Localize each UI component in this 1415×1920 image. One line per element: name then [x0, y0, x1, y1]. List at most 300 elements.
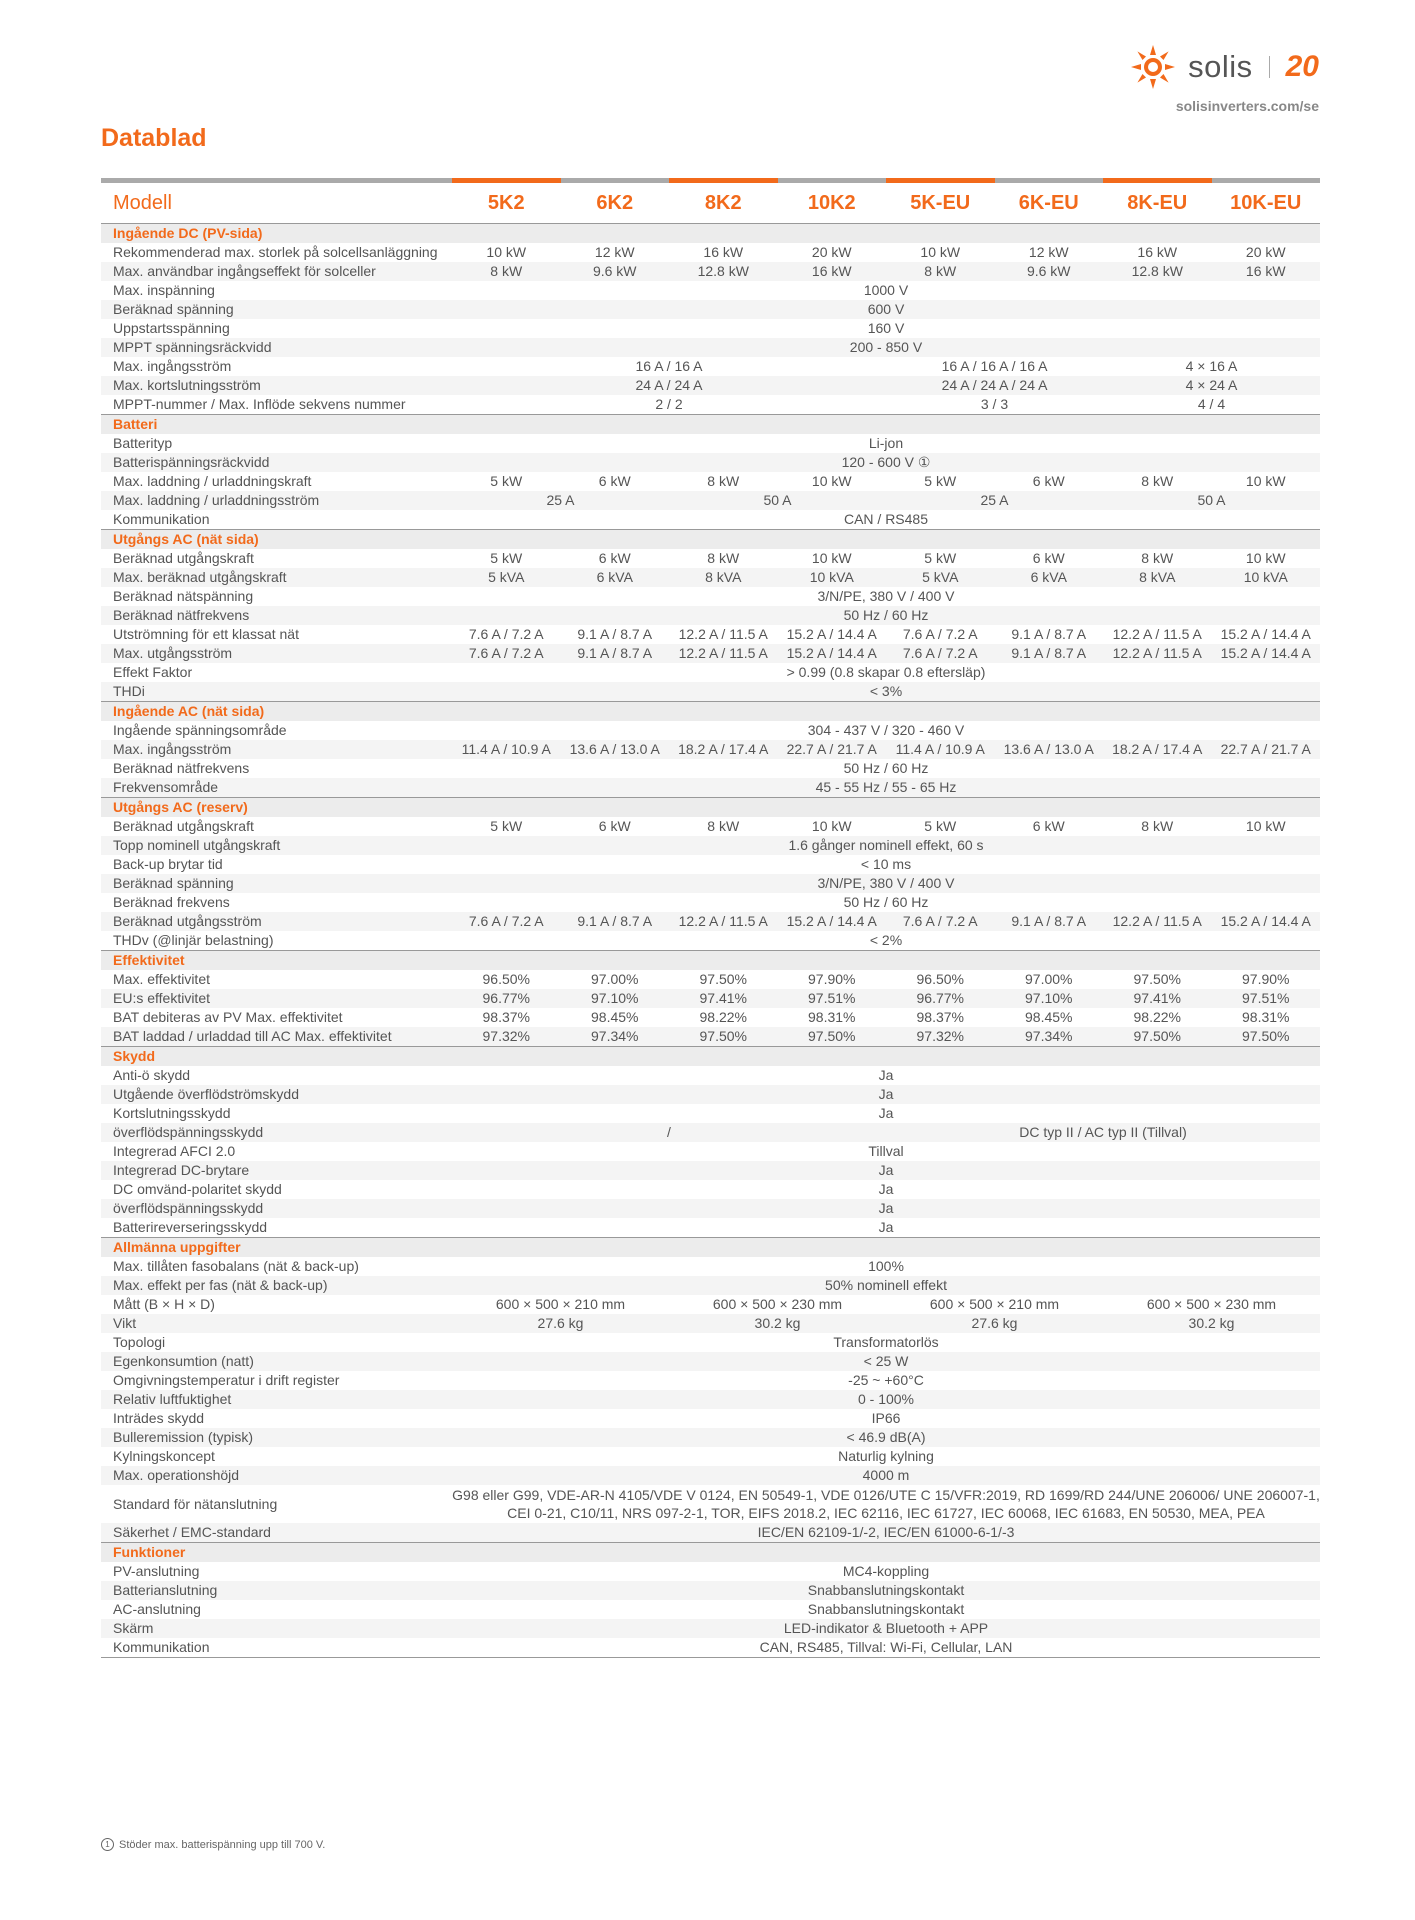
- row-label: Batterianslutning: [101, 1581, 452, 1600]
- table-cell: 9.1 A / 8.7 A: [995, 644, 1104, 663]
- table-row: [101, 1085, 1320, 1104]
- table-cell: 7.6 A / 7.2 A: [452, 625, 561, 644]
- table-row: [101, 1428, 1320, 1447]
- table-cell: 12.2 A / 11.5 A: [669, 644, 778, 663]
- table-cell: 97.34%: [995, 1027, 1104, 1047]
- table-cell: 6 kW: [995, 549, 1104, 568]
- table-cell: 6 kW: [995, 817, 1104, 836]
- table-cell: 3/N/PE, 380 V / 400 V: [452, 874, 1320, 893]
- table-row: [101, 1180, 1320, 1199]
- table-cell: DC typ II / AC typ II (Tillval): [886, 1123, 1320, 1142]
- row-label: THDv (@linjär belastning): [101, 931, 452, 951]
- row-label: Kylningskoncept: [101, 1447, 452, 1466]
- table-row: [101, 491, 1320, 510]
- table-row: [101, 338, 1320, 357]
- table-cell: 8 kW: [669, 549, 778, 568]
- table-cell: 13.6 A / 13.0 A: [561, 740, 670, 759]
- table-row: [101, 1352, 1320, 1371]
- table-cell: 5 kW: [452, 817, 561, 836]
- header-row: [101, 181, 1320, 224]
- page-title: Datablad: [101, 124, 207, 152]
- spec-table: [101, 178, 1320, 1658]
- table-cell: 10 kW: [1212, 472, 1321, 491]
- table-row: [101, 663, 1320, 682]
- table-cell: < 10 ms: [452, 855, 1320, 874]
- table-cell: 12.8 kW: [669, 262, 778, 281]
- row-label: Beräknad utgångsström: [101, 912, 452, 931]
- section-header-row: [101, 530, 1320, 550]
- table-cell: 50 A: [1103, 491, 1320, 510]
- table-cell: Ja: [452, 1161, 1320, 1180]
- table-cell: 10 kW: [1212, 817, 1321, 836]
- table-cell: 304 - 437 V / 320 - 460 V: [452, 721, 1320, 740]
- table-cell: 10 kVA: [778, 568, 887, 587]
- table-row: [101, 682, 1320, 702]
- table-cell: 11.4 A / 10.9 A: [452, 740, 561, 759]
- row-label: Säkerhet / EMC-standard: [101, 1523, 452, 1543]
- table-cell: Ja: [452, 1085, 1320, 1104]
- table-cell: 16 kW: [669, 243, 778, 262]
- row-label: Beräknad spänning: [101, 300, 452, 319]
- section-header-row: [101, 951, 1320, 971]
- table-cell: 15.2 A / 14.4 A: [778, 912, 887, 931]
- table-row: [101, 625, 1320, 644]
- footnote-text: Stöder max. batterispänning upp till 700 V.: [119, 1838, 326, 1851]
- row-label: Beräknad utgångskraft: [101, 549, 452, 568]
- table-cell: 12.2 A / 11.5 A: [1103, 644, 1212, 663]
- row-label: Skärm: [101, 1619, 452, 1638]
- table-cell: 98.45%: [995, 1008, 1104, 1027]
- table-cell: < 3%: [452, 682, 1320, 702]
- table-cell: 96.77%: [452, 989, 561, 1008]
- table-cell: 96.50%: [886, 970, 995, 989]
- table-row: [101, 1371, 1320, 1390]
- table-row: [101, 759, 1320, 778]
- table-cell: 16 A / 16 A: [452, 357, 886, 376]
- table-cell: 16 kW: [778, 262, 887, 281]
- table-cell: 5 kW: [886, 472, 995, 491]
- table-cell: 98.37%: [452, 1008, 561, 1027]
- table-cell: 9.1 A / 8.7 A: [561, 644, 670, 663]
- model-header: 8K-EU: [1103, 181, 1212, 224]
- table-cell: 10 kW: [886, 243, 995, 262]
- table-row: [101, 1485, 1320, 1523]
- row-label: BAT laddad / urladdad till AC Max. effektivitet: [101, 1027, 452, 1047]
- table-cell: 6 kW: [561, 817, 670, 836]
- table-row: [101, 912, 1320, 931]
- table-row: [101, 1523, 1320, 1543]
- table-cell: 15.2 A / 14.4 A: [778, 625, 887, 644]
- table-cell: 9.1 A / 8.7 A: [995, 625, 1104, 644]
- table-cell: 97.10%: [561, 989, 670, 1008]
- table-cell: 97.41%: [1103, 989, 1212, 1008]
- row-label: Ingående spänningsområde: [101, 721, 452, 740]
- table-row: [101, 1466, 1320, 1485]
- table-cell: Ja: [452, 1218, 1320, 1238]
- table-cell: 97.50%: [1103, 970, 1212, 989]
- table-row: [101, 510, 1320, 530]
- table-cell: 7.6 A / 7.2 A: [886, 912, 995, 931]
- table-row: [101, 970, 1320, 989]
- row-label: Kommunikation: [101, 1638, 452, 1658]
- row-label: Max. inspänning: [101, 281, 452, 300]
- table-cell: 50% nominell effekt: [452, 1276, 1320, 1295]
- section-header-row: [101, 1543, 1320, 1563]
- table-cell: 7.6 A / 7.2 A: [452, 644, 561, 663]
- model-header: 6K-EU: [995, 181, 1104, 224]
- row-label: Beräknad nätfrekvens: [101, 606, 452, 625]
- table-row: [101, 855, 1320, 874]
- row-label: Kortslutningsskydd: [101, 1104, 452, 1123]
- table-row: [101, 1104, 1320, 1123]
- row-label: Max. laddning / urladdningsström: [101, 491, 452, 510]
- table-cell: 2 / 2: [452, 395, 886, 415]
- table-row: [101, 376, 1320, 395]
- table-cell: 3 / 3: [886, 395, 1103, 415]
- table-cell: 4 × 16 A: [1103, 357, 1320, 376]
- solis-logo: [1130, 44, 1319, 90]
- table-row: [101, 300, 1320, 319]
- row-label: Frekvensområde: [101, 778, 452, 798]
- table-cell: 25 A: [452, 491, 669, 510]
- section-title: Ingående DC (PV-sida): [101, 224, 1320, 244]
- row-label: Standard för nätanslutning: [101, 1485, 452, 1523]
- row-label: Kommunikation: [101, 510, 452, 530]
- table-row: [101, 893, 1320, 912]
- table-row: [101, 1600, 1320, 1619]
- row-label: Beräknad nätspänning: [101, 587, 452, 606]
- table-cell: 600 × 500 × 230 mm: [1103, 1295, 1320, 1314]
- table-cell: 12 kW: [561, 243, 670, 262]
- row-label: PV-anslutning: [101, 1562, 452, 1581]
- table-cell: 97.50%: [669, 1027, 778, 1047]
- table-cell: 22.7 A / 21.7 A: [1212, 740, 1321, 759]
- table-cell: 9.6 kW: [995, 262, 1104, 281]
- table-row: [101, 1638, 1320, 1658]
- table-cell: -25 ~ +60°C: [452, 1371, 1320, 1390]
- table-cell: 6 kW: [995, 472, 1104, 491]
- table-cell: 0 - 100%: [452, 1390, 1320, 1409]
- section-header-row: [101, 1238, 1320, 1258]
- table-cell: Transformatorlös: [452, 1333, 1320, 1352]
- table-cell: 15.2 A / 14.4 A: [1212, 912, 1321, 931]
- table-cell: 97.00%: [995, 970, 1104, 989]
- table-row: [101, 453, 1320, 472]
- row-label: Rekommenderad max. storlek på solcellsanläggning: [101, 243, 452, 262]
- table-cell: 12.2 A / 11.5 A: [669, 625, 778, 644]
- table-cell: 11.4 A / 10.9 A: [886, 740, 995, 759]
- row-label: Utgående överflödströmskydd: [101, 1085, 452, 1104]
- section-title: Ingående AC (nät sida): [101, 702, 1320, 722]
- table-cell: 10 kVA: [1212, 568, 1321, 587]
- table-cell: 50 Hz / 60 Hz: [452, 606, 1320, 625]
- table-cell: 8 kVA: [1103, 568, 1212, 587]
- table-cell: 12.2 A / 11.5 A: [1103, 625, 1212, 644]
- table-row: [101, 1447, 1320, 1466]
- section-header-row: [101, 798, 1320, 818]
- row-label: Batterispänningsräckvidd: [101, 453, 452, 472]
- footnote: [101, 1838, 325, 1851]
- table-cell: 15.2 A / 14.4 A: [1212, 644, 1321, 663]
- table-cell: 3/N/PE, 380 V / 400 V: [452, 587, 1320, 606]
- row-label: Back-up brytar tid: [101, 855, 452, 874]
- table-cell: 98.31%: [778, 1008, 887, 1027]
- table-cell: 10 kW: [778, 472, 887, 491]
- table-cell: 600 V: [452, 300, 1320, 319]
- table-cell: 27.6 kg: [886, 1314, 1103, 1333]
- table-cell: 16 A / 16 A / 16 A: [886, 357, 1103, 376]
- table-cell: 20 kW: [1212, 243, 1321, 262]
- table-cell: 4000 m: [452, 1466, 1320, 1485]
- row-label: Vikt: [101, 1314, 452, 1333]
- row-label: Beräknad frekvens: [101, 893, 452, 912]
- table-cell: 8 kVA: [669, 568, 778, 587]
- row-label: Integrerad DC-brytare: [101, 1161, 452, 1180]
- table-row: [101, 874, 1320, 893]
- sun-icon: [1130, 44, 1176, 90]
- anniversary-badge: 20: [1285, 50, 1319, 83]
- row-label: Inträdes skydd: [101, 1409, 452, 1428]
- model-header: 5K2: [452, 181, 561, 224]
- row-label: EU:s effektivitet: [101, 989, 452, 1008]
- table-row: [101, 319, 1320, 338]
- table-row: [101, 1257, 1320, 1276]
- table-cell: CAN, RS485, Tillval: Wi-Fi, Cellular, LAN: [452, 1638, 1320, 1658]
- row-label: MPPT-nummer / Max. Inflöde sekvens nummer: [101, 395, 452, 415]
- row-label: Max. ingångsström: [101, 740, 452, 759]
- footnote-mark: 1: [101, 1838, 114, 1851]
- table-row: [101, 1008, 1320, 1027]
- table-row: [101, 1161, 1320, 1180]
- table-cell: 12.2 A / 11.5 A: [1103, 912, 1212, 931]
- table-cell: 10 kW: [452, 243, 561, 262]
- row-label: Max. tillåten fasobalans (nät & back-up): [101, 1257, 452, 1276]
- table-row: [101, 1199, 1320, 1218]
- table-cell: Ja: [452, 1066, 1320, 1085]
- row-label: Mått (B × H × D): [101, 1295, 452, 1314]
- table-row: [101, 931, 1320, 951]
- row-label: Topologi: [101, 1333, 452, 1352]
- table-cell: Li-jon: [452, 434, 1320, 453]
- table-cell: 5 kW: [886, 549, 995, 568]
- table-cell: 98.22%: [669, 1008, 778, 1027]
- section-header-row: [101, 224, 1320, 244]
- row-label: Utströmning för ett klassat nät: [101, 625, 452, 644]
- table-row: [101, 740, 1320, 759]
- section-title: Utgångs AC (nät sida): [101, 530, 1320, 550]
- row-label: Max. kortslutningsström: [101, 376, 452, 395]
- row-label: överflödspänningsskydd: [101, 1199, 452, 1218]
- model-header: 10K-EU: [1212, 181, 1321, 224]
- row-label: Batterityp: [101, 434, 452, 453]
- row-label: Max. ingångsström: [101, 357, 452, 376]
- table-row: [101, 262, 1320, 281]
- table-cell: 8 kW: [1103, 817, 1212, 836]
- table-cell: Ja: [452, 1180, 1320, 1199]
- table-cell: 7.6 A / 7.2 A: [886, 625, 995, 644]
- table-row: [101, 568, 1320, 587]
- table-row: [101, 989, 1320, 1008]
- model-header: 10K2: [778, 181, 887, 224]
- table-cell: 97.32%: [886, 1027, 995, 1047]
- table-cell: 7.6 A / 7.2 A: [886, 644, 995, 663]
- table-cell: 160 V: [452, 319, 1320, 338]
- table-row: [101, 243, 1320, 262]
- table-cell: 8 kW: [1103, 472, 1212, 491]
- table-cell: 9.1 A / 8.7 A: [561, 625, 670, 644]
- table-cell: > 0.99 (0.8 skapar 0.8 eftersläp): [452, 663, 1320, 682]
- table-cell: 16 kW: [1212, 262, 1321, 281]
- section-header-row: [101, 1047, 1320, 1067]
- table-cell: 12.8 kW: [1103, 262, 1212, 281]
- table-cell: Snabbanslutningskontakt: [452, 1600, 1320, 1619]
- table-cell: Ja: [452, 1199, 1320, 1218]
- table-cell: 1000 V: [452, 281, 1320, 300]
- table-cell: 30.2 kg: [669, 1314, 886, 1333]
- row-label: Egenkonsumtion (natt): [101, 1352, 452, 1371]
- table-cell: 15.2 A / 14.4 A: [1212, 625, 1321, 644]
- table-cell: 7.6 A / 7.2 A: [452, 912, 561, 931]
- table-row: [101, 1066, 1320, 1085]
- section-title: Allmänna uppgifter: [101, 1238, 1320, 1258]
- model-header: 8K2: [669, 181, 778, 224]
- table-cell: 98.22%: [1103, 1008, 1212, 1027]
- table-cell: 6 kW: [561, 549, 670, 568]
- row-label: Max. laddning / urladdningskraft: [101, 472, 452, 491]
- table-cell: 5 kW: [452, 549, 561, 568]
- table-cell: 600 × 500 × 210 mm: [452, 1295, 669, 1314]
- table-cell: < 25 W: [452, 1352, 1320, 1371]
- table-cell: 98.37%: [886, 1008, 995, 1027]
- row-label: Omgivningstemperatur i drift register: [101, 1371, 452, 1390]
- table-cell: 97.00%: [561, 970, 670, 989]
- table-cell: 10 kW: [1212, 549, 1321, 568]
- table-cell: 600 × 500 × 210 mm: [886, 1295, 1103, 1314]
- table-cell: MC4-koppling: [452, 1562, 1320, 1581]
- table-cell: 5 kVA: [452, 568, 561, 587]
- row-label: Effekt Faktor: [101, 663, 452, 682]
- brand-name: solis: [1188, 49, 1253, 84]
- table-cell: 45 - 55 Hz / 55 - 65 Hz: [452, 778, 1320, 798]
- table-cell: 8 kW: [452, 262, 561, 281]
- table-cell: 97.51%: [1212, 989, 1321, 1008]
- table-cell: 97.50%: [1103, 1027, 1212, 1047]
- table-row: [101, 1314, 1320, 1333]
- table-cell: < 46.9 dB(A): [452, 1428, 1320, 1447]
- table-cell: 98.31%: [1212, 1008, 1321, 1027]
- table-cell: 97.90%: [778, 970, 887, 989]
- table-cell: 9.1 A / 8.7 A: [561, 912, 670, 931]
- model-header: 6K2: [561, 181, 670, 224]
- table-cell: Ja: [452, 1104, 1320, 1123]
- row-label: Beräknad spänning: [101, 874, 452, 893]
- table-cell: /: [452, 1123, 886, 1142]
- table-cell: 4 / 4: [1103, 395, 1320, 415]
- table-cell: IP66: [452, 1409, 1320, 1428]
- table-cell: 8 kW: [886, 262, 995, 281]
- table-cell: 96.77%: [886, 989, 995, 1008]
- table-cell: 24 A / 24 A: [452, 376, 886, 395]
- table-cell: 97.50%: [1212, 1027, 1321, 1047]
- section-title: Funktioner: [101, 1543, 1320, 1563]
- row-label: AC-anslutning: [101, 1600, 452, 1619]
- table-cell: 120 - 600 V ①: [452, 453, 1320, 472]
- table-row: [101, 357, 1320, 376]
- table-row: [101, 1123, 1320, 1142]
- row-label: Relativ luftfuktighet: [101, 1390, 452, 1409]
- table-cell: 97.10%: [995, 989, 1104, 1008]
- table-row: [101, 281, 1320, 300]
- table-cell: Snabbanslutningskontakt: [452, 1581, 1320, 1600]
- table-cell: 97.51%: [778, 989, 887, 1008]
- table-cell: 50 Hz / 60 Hz: [452, 893, 1320, 912]
- row-label: THDi: [101, 682, 452, 702]
- table-row: [101, 1295, 1320, 1314]
- table-row: [101, 395, 1320, 415]
- table-cell: 97.32%: [452, 1027, 561, 1047]
- table-cell: 25 A: [886, 491, 1103, 510]
- table-cell: 16 kW: [1103, 243, 1212, 262]
- row-label: Max. effektivitet: [101, 970, 452, 989]
- table-cell: 8 kW: [1103, 549, 1212, 568]
- table-cell: 97.90%: [1212, 970, 1321, 989]
- table-cell: 5 kW: [452, 472, 561, 491]
- section-title: Effektivitet: [101, 951, 1320, 971]
- table-cell: Naturlig kylning: [452, 1447, 1320, 1466]
- row-label: MPPT spänningsräckvidd: [101, 338, 452, 357]
- table-row: [101, 1619, 1320, 1638]
- table-row: [101, 1142, 1320, 1161]
- table-cell: 5 kW: [886, 817, 995, 836]
- table-cell: 600 × 500 × 230 mm: [669, 1295, 886, 1314]
- table-cell: 50 A: [669, 491, 886, 510]
- table-row: [101, 434, 1320, 453]
- table-cell: 15.2 A / 14.4 A: [778, 644, 887, 663]
- table-row: [101, 472, 1320, 491]
- table-cell: 27.6 kg: [452, 1314, 669, 1333]
- table-row: [101, 606, 1320, 625]
- row-label: Uppstartsspänning: [101, 319, 452, 338]
- row-label: Max. användbar ingångseffekt för solceller: [101, 262, 452, 281]
- table-cell: 4 × 24 A: [1103, 376, 1320, 395]
- row-label: Integrerad AFCI 2.0: [101, 1142, 452, 1161]
- table-cell: 5 kVA: [886, 568, 995, 587]
- table-row: [101, 1276, 1320, 1295]
- website-link[interactable]: solisinverters.com/se: [1175, 98, 1319, 114]
- section-title: Skydd: [101, 1047, 1320, 1067]
- table-row: [101, 778, 1320, 798]
- table-cell: < 2%: [452, 931, 1320, 951]
- table-row: [101, 1390, 1320, 1409]
- table-cell: 22.7 A / 21.7 A: [778, 740, 887, 759]
- table-cell: 9.1 A / 8.7 A: [995, 912, 1104, 931]
- table-cell: 6 kVA: [561, 568, 670, 587]
- row-label: Max. effekt per fas (nät & back-up): [101, 1276, 452, 1295]
- table-cell: 18.2 A / 17.4 A: [1103, 740, 1212, 759]
- table-row: [101, 549, 1320, 568]
- row-label: Topp nominell utgångskraft: [101, 836, 452, 855]
- table-cell: Tillval: [452, 1142, 1320, 1161]
- logo-divider: [1269, 56, 1270, 78]
- table-cell: 10 kW: [778, 817, 887, 836]
- table-cell: 100%: [452, 1257, 1320, 1276]
- table-row: [101, 721, 1320, 740]
- table-cell: 6 kW: [561, 472, 670, 491]
- section-header-row: [101, 415, 1320, 435]
- table-row: [101, 1581, 1320, 1600]
- row-label: Beräknad utgångskraft: [101, 817, 452, 836]
- table-row: [101, 644, 1320, 663]
